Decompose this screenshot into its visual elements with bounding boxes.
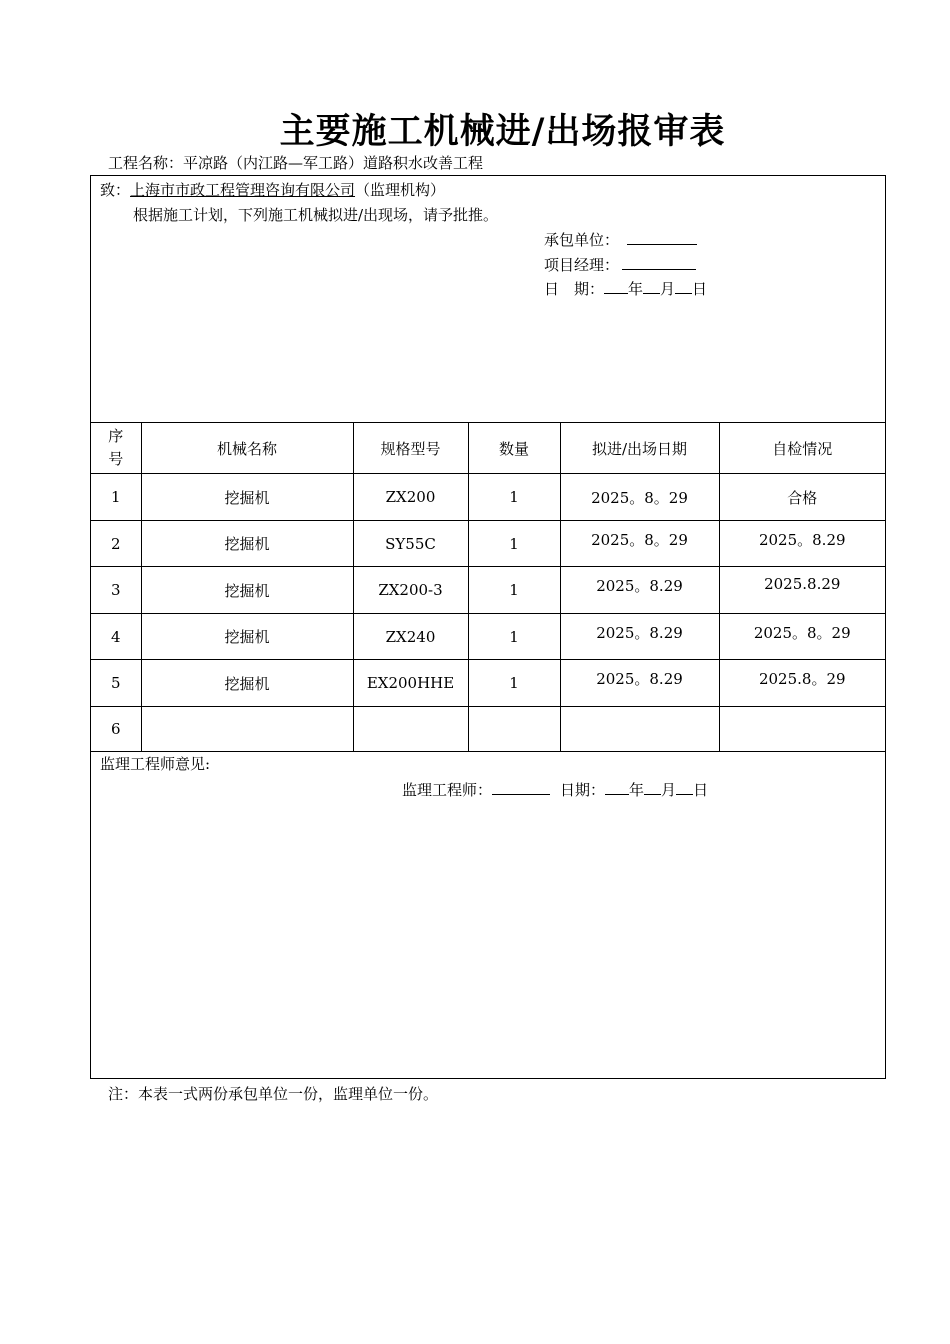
header-cell-qty: 数量 bbox=[468, 423, 560, 474]
month-label: 月 bbox=[660, 280, 676, 298]
cell-seq: 3 bbox=[91, 567, 141, 614]
contractor-line bbox=[544, 229, 697, 250]
header-cell-name: 机械名称 bbox=[141, 423, 353, 474]
cell-date: 2025。8.29 bbox=[560, 567, 719, 614]
cell-date: 2025。8。29 bbox=[560, 474, 719, 521]
table-row bbox=[91, 567, 885, 614]
cell-name bbox=[141, 707, 353, 752]
opinion-day-blank bbox=[676, 781, 693, 795]
manager-blank bbox=[622, 256, 696, 270]
opinion-signature-line bbox=[402, 779, 708, 800]
day-label: 日 bbox=[692, 280, 708, 298]
cell-date: 2025。8。29 bbox=[560, 521, 719, 567]
opinion-year-blank bbox=[605, 781, 629, 795]
contractor-blank bbox=[627, 231, 697, 245]
cell-date: 2025。8.29 bbox=[560, 614, 719, 660]
month-blank bbox=[643, 280, 660, 294]
to-prefix: 致： bbox=[100, 181, 131, 199]
header-cell-seq bbox=[91, 423, 141, 474]
date-line bbox=[544, 278, 707, 299]
cell-qty: 1 bbox=[468, 614, 560, 660]
opinion-date-label: 日期： bbox=[560, 781, 606, 799]
table-row bbox=[91, 660, 885, 707]
table-row bbox=[91, 614, 885, 660]
opinion-day-label: 日 bbox=[693, 781, 709, 799]
cell-check: 2025。8.29 bbox=[719, 521, 885, 567]
supervisor-org: 上海市市政工程管理咨询有限公司 bbox=[130, 181, 356, 199]
addressee-line bbox=[100, 179, 445, 200]
footnote: 注：本表一式两份承包单位一份，监理单位一份。 bbox=[108, 1085, 439, 1103]
cell-name: 挖掘机 bbox=[141, 614, 353, 660]
cell-name: 挖掘机 bbox=[141, 660, 353, 707]
header-cell-check: 自检情况 bbox=[719, 423, 885, 474]
page-title: 主要施工机械进/出场报审表 bbox=[279, 112, 726, 152]
manager-line bbox=[544, 254, 696, 275]
contractor-label: 承包单位： bbox=[544, 231, 620, 249]
cell-check: 合格 bbox=[719, 474, 885, 521]
engineer-blank bbox=[492, 781, 550, 795]
cell-seq: 1 bbox=[91, 474, 141, 521]
header-seq-char2: 号 bbox=[108, 450, 124, 468]
cell-check: 2025.8.29 bbox=[719, 567, 885, 614]
cell-name: 挖掘机 bbox=[141, 521, 353, 567]
cell-qty bbox=[468, 707, 560, 752]
manager-label: 项目经理： bbox=[544, 256, 620, 274]
cell-model bbox=[353, 707, 468, 752]
cell-qty: 1 bbox=[468, 567, 560, 614]
cell-qty: 1 bbox=[468, 474, 560, 521]
header-cell-date: 拟进/出场日期 bbox=[560, 423, 719, 474]
header-seq-char1: 序 bbox=[108, 427, 124, 445]
cell-qty: 1 bbox=[468, 660, 560, 707]
cell-qty: 1 bbox=[468, 521, 560, 567]
opinion-year-label: 年 bbox=[629, 781, 645, 799]
cell-model: ZX240 bbox=[353, 614, 468, 660]
cell-date: 2025。8.29 bbox=[560, 660, 719, 707]
cell-model: EX200HHE bbox=[353, 660, 468, 707]
table-row bbox=[91, 521, 885, 567]
cell-seq: 2 bbox=[91, 521, 141, 567]
request-text: 根据施工计划，下列施工机械拟进/出现场，请予批推。 bbox=[133, 206, 499, 224]
org-suffix: （监理机构） bbox=[355, 181, 446, 199]
cell-check: 2025。8。29 bbox=[719, 614, 885, 660]
year-label: 年 bbox=[628, 280, 644, 298]
cell-check bbox=[719, 707, 885, 752]
cell-seq: 4 bbox=[91, 614, 141, 660]
form-frame bbox=[90, 175, 886, 1079]
cell-seq: 6 bbox=[91, 707, 141, 752]
opinion-month-blank bbox=[644, 781, 661, 795]
cell-seq: 5 bbox=[91, 660, 141, 707]
cell-model: ZX200-3 bbox=[353, 567, 468, 614]
opinion-label: 监理工程师意见: bbox=[100, 755, 211, 773]
table-row bbox=[91, 707, 885, 752]
year-blank bbox=[604, 280, 628, 294]
engineer-label: 监理工程师： bbox=[402, 781, 493, 799]
cell-check: 2025.8。29 bbox=[719, 660, 885, 707]
machinery-table bbox=[91, 422, 885, 752]
cell-model: ZX200 bbox=[353, 474, 468, 521]
table-header-row bbox=[91, 423, 885, 474]
cell-name: 挖掘机 bbox=[141, 474, 353, 521]
date-label: 日 期： bbox=[544, 280, 605, 298]
project-name: 工程名称：平凉路（内江路—军工路）道路积水改善工程 bbox=[108, 154, 484, 172]
cell-date bbox=[560, 707, 719, 752]
cell-name: 挖掘机 bbox=[141, 567, 353, 614]
day-blank bbox=[675, 280, 692, 294]
cell-model: SY55C bbox=[353, 521, 468, 567]
header-cell-model: 规格型号 bbox=[353, 423, 468, 474]
table-row bbox=[91, 474, 885, 521]
opinion-month-label: 月 bbox=[661, 781, 677, 799]
